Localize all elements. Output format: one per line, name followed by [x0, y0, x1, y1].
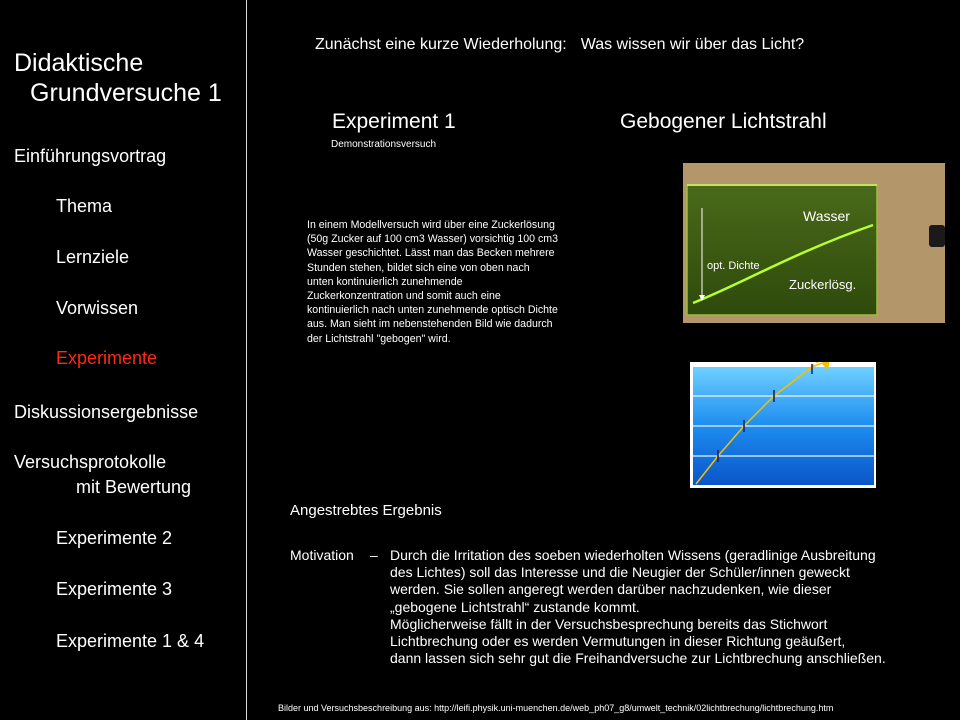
experiment-description: In einem Modellversuch wird über eine Zuckerlösung (50g Zucker auf 100 cm3 Wasser) vorsichtig 100 cm3 Wasser geschichtet. Lässt man das Becken mehrere Stunden stehen, bildet sich eine von oben nach unten kontinuierlich zunehmende Zuckerkonzentration und somit auch eine kontinuierlich nach unten zunehmende optisch Dichte aus. Man sieht im nebenstehenden Bild wie dadurch der Lichtstrahl "gebogen" wird.: [307, 219, 559, 345]
nav-experimente-2[interactable]: Experimente 2: [56, 528, 173, 548]
nav-diskussionsergebnisse[interactable]: Diskussionsergebnisse: [14, 402, 199, 422]
sugar-label: Zuckerlösg.: [789, 277, 857, 292]
motivation-line: „gebogene Lichtstrahl“ zustande kommt.: [390, 598, 640, 615]
intro-line: [315, 36, 818, 54]
intro-text: Zunächst eine kurze Wiederholung:: [315, 36, 567, 53]
motivation-label: Motivation: [290, 547, 354, 563]
experiment-name: Gebogener Lichtstrahl: [620, 110, 827, 133]
nav-versuchsprotokolle[interactable]: Versuchsprotokolle: [14, 452, 167, 472]
title-line-2: Grundversuche 1: [30, 79, 222, 107]
tank-photo-graphic: [683, 163, 945, 323]
nav-thema[interactable]: Thema: [56, 196, 113, 216]
nav-lernziele[interactable]: Lernziele: [56, 247, 130, 267]
refraction-diagram: [690, 362, 876, 488]
nav-experimente-1-4[interactable]: Experimente 1 & 4: [56, 631, 205, 651]
motivation-line: Möglicherweise fällt in der Versuchsbesprechung bereits das Stichwort: [390, 615, 828, 632]
motivation-text: [390, 547, 960, 667]
source-citation: Bilder und Versuchsbeschreibung aus: http://leifi.physik.uni-muenchen.de/web_ph07_g8/umwelt_technik/02lichtbrechung/lichtbrechung.htm: [278, 703, 834, 713]
motivation-line: des Lichtes) soll das Interesse und die Neugier der Schüler/innen geweckt: [390, 564, 850, 581]
density-label: opt. Dichte: [707, 260, 760, 272]
motivation-dash: –: [370, 547, 378, 563]
nav-vorwissen[interactable]: Vorwissen: [56, 298, 139, 318]
sidebar-divider: [246, 0, 247, 720]
nav-einfuehrungsvortrag[interactable]: Einführungsvortrag: [14, 146, 167, 166]
question-text: Was wissen wir über das Licht?: [580, 36, 805, 53]
motivation-line: werden. Sie sollen angeregt werden darüber nachzudenken, wie dieser: [390, 581, 832, 598]
presentation-title: [14, 48, 222, 108]
title-line-1: Didaktische: [14, 49, 144, 77]
motivation-line: dann lassen sich sehr gut die Freihandversuche zur Lichtbrechung anschließen.: [390, 650, 886, 667]
tank-photo: [683, 163, 945, 323]
result-heading: Angestrebtes Ergebnis: [290, 502, 442, 519]
nav-mit-bewertung[interactable]: mit Bewertung: [76, 477, 192, 497]
nav-experimente-3[interactable]: Experimente 3: [56, 579, 173, 599]
water-label: Wasser: [803, 208, 850, 224]
motivation-line: Lichtbrechung oder es werden Vermutungen in dieser Richtung geäußert,: [390, 633, 846, 650]
nav-experimente[interactable]: Experimente: [56, 348, 158, 368]
sidebar-nav: [0, 0, 246, 720]
motivation-line: Durch die Irritation des soeben wiederholten Wissens (geradlinige Ausbreitung: [390, 547, 876, 563]
experiment-subtitle: Demonstrationsversuch: [331, 139, 437, 150]
experiment-title: Experiment 1: [332, 110, 456, 133]
